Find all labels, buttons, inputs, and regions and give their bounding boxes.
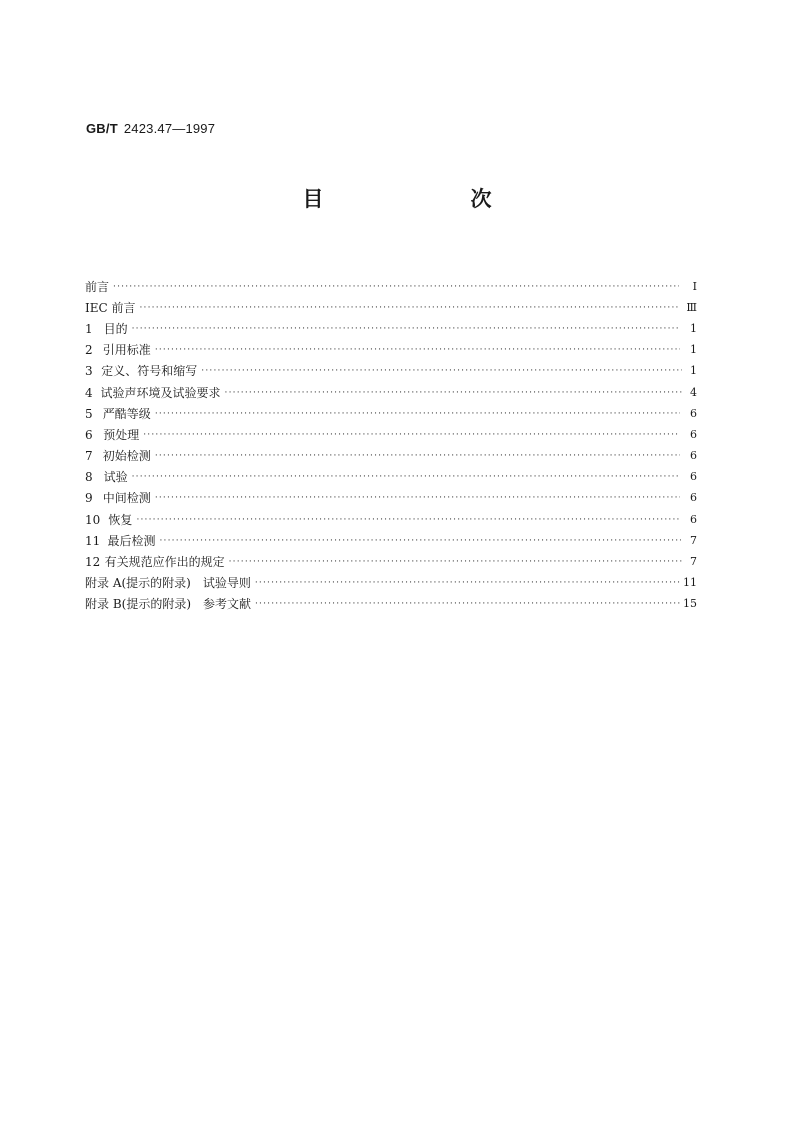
toc-entry-label: 中间检测 [102,491,151,506]
toc-leader-dots [155,449,681,463]
toc-entry-number: 6 [85,427,93,442]
toc-leader-dots [132,322,680,336]
toc-entry-label: 定义、符号和缩写 [101,364,198,379]
toc-entry[interactable] [85,403,697,424]
toc-leader-dots [255,597,681,611]
toc-entry-page: 6 [690,427,697,441]
toc-entry[interactable] [85,382,697,403]
toc-entry-page: 15 [683,597,697,611]
toc-entry-page: 6 [690,406,697,420]
toc-entry-page: 1 [690,364,697,378]
toc-entry-label: 有关规范应作出的规定 [104,555,225,570]
toc-leader-dots [225,386,683,400]
toc-entry-page: 11 [683,576,697,590]
standard-number: 2423.47—1997 [123,121,216,136]
toc-leader-dots [229,555,683,569]
toc-entry-label: 目的 [103,321,128,336]
toc-entry[interactable] [85,297,697,318]
toc-entry-label: 严酷等级 [102,406,151,421]
toc-title [300,183,494,213]
toc-leader-dots [255,576,681,590]
toc-entry-label: 前言 [85,279,110,294]
toc-entry[interactable] [85,551,697,572]
toc-entry-page: 1 [690,321,697,335]
toc-entry[interactable] [85,467,697,488]
toc-entry[interactable] [85,318,697,339]
toc-leader-dots [201,364,681,378]
toc-entry[interactable] [85,488,697,509]
toc-entry-number: 9 [85,491,93,506]
toc-entry-page: I [692,279,697,293]
toc-entry-page: 6 [690,470,697,484]
toc-entry[interactable] [85,446,697,467]
toc-entry-label: 恢复 [108,512,133,527]
toc-entry-number: 5 [85,406,93,421]
toc-entry[interactable] [85,530,697,551]
standard-prefix: GB/T [86,121,118,136]
toc-leader-dots [140,301,681,315]
toc-entry[interactable] [85,340,697,361]
toc-entry-number: 1 [85,321,93,336]
toc-entry-label: 预处理 [103,427,140,442]
standard-code [86,121,215,136]
toc-leader-dots [159,534,680,548]
toc-entry-label: 附录 A(提示的附录) 试验导则 [85,576,251,591]
toc-leader-dots [155,343,681,357]
toc-entry-label: 试验声环境及试验要求 [100,385,221,400]
toc-entry-number: 3 [85,364,93,379]
toc-leader-dots [113,280,679,294]
toc-title-char: 次 [470,187,492,211]
toc-entry-page: 1 [690,343,697,357]
toc-entry-number: 7 [85,449,93,464]
toc-entry-label: 最后检测 [107,533,156,548]
toc-title-char: 目 [302,187,324,211]
toc-leader-dots [136,513,680,527]
toc-entry[interactable] [85,424,697,445]
toc-entry-label: 引用标准 [102,343,151,358]
toc-entry-label: IEC 前言 [85,300,136,315]
toc-leader-dots [132,470,680,484]
toc-entry[interactable] [85,573,697,594]
toc-entry-number: 11 [85,533,101,548]
toc-list [85,276,697,615]
toc-entry-page: 7 [690,533,697,547]
toc-entry[interactable] [85,509,697,530]
toc-entry-number: 12 [85,555,101,570]
toc-entry-label: 附录 B(提示的附录) 参考文献 [85,597,251,612]
toc-entry-page: Ⅲ [686,300,697,314]
toc-entry-page: 7 [690,555,698,569]
toc-entry-label: 初始检测 [102,449,151,464]
toc-leader-dots [155,407,681,421]
toc-entry-number: 8 [85,470,93,485]
toc-entry-page: 6 [690,449,697,463]
toc-entry[interactable] [85,361,697,382]
toc-entry-page: 6 [690,512,697,526]
toc-entry-page: 4 [690,385,697,399]
toc-entry[interactable] [85,594,697,615]
toc-leader-dots [143,428,680,442]
toc-entry-page: 6 [690,491,697,505]
toc-entry[interactable] [85,276,697,297]
toc-entry-number: 2 [85,343,93,358]
toc-entry-number: 4 [85,385,93,400]
toc-entry-number: 10 [85,512,101,527]
toc-leader-dots [155,491,681,505]
toc-entry-label: 试验 [103,470,128,485]
